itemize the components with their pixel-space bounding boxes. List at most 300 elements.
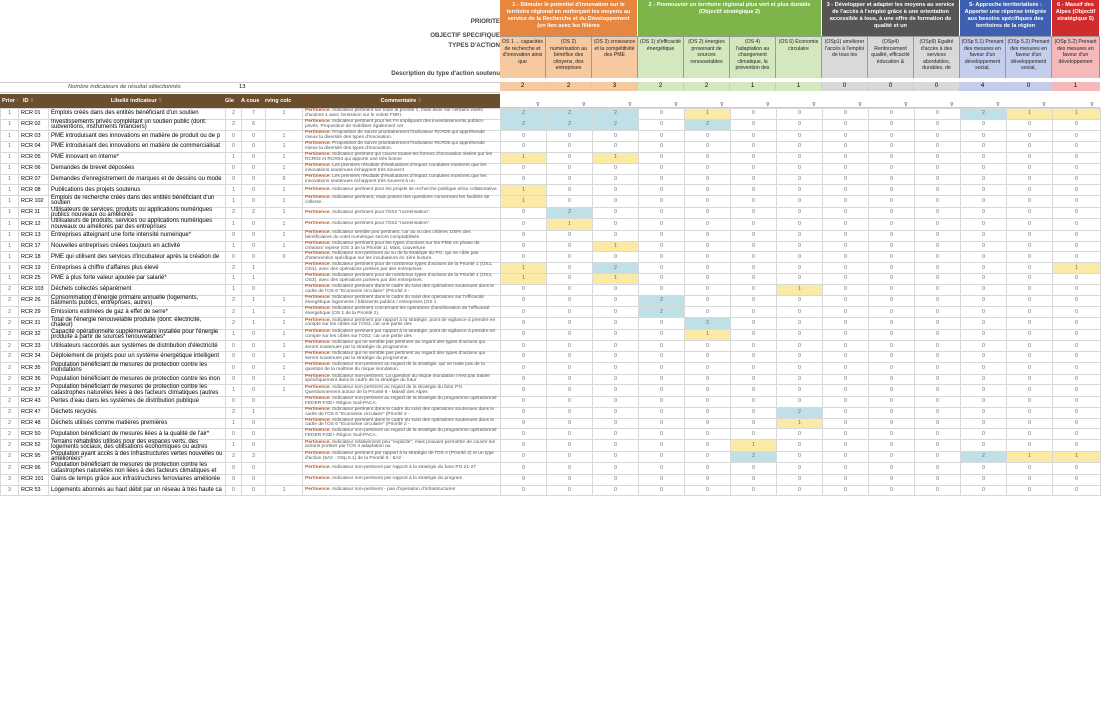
row-value[interactable]: 0 [1053, 163, 1101, 174]
row-value[interactable]: 0 [1053, 329, 1101, 341]
row-value[interactable]: 0 [869, 407, 915, 418]
row-nbcoche[interactable]: 0 [242, 329, 266, 341]
row-value[interactable]: 0 [547, 374, 593, 385]
row-value[interactable]: 0 [915, 362, 961, 374]
row-priority[interactable]: 2 [1, 429, 19, 440]
row-value[interactable]: 0 [1007, 485, 1053, 496]
row-value[interactable]: 0 [1053, 385, 1101, 397]
row-value[interactable]: 0 [777, 307, 823, 318]
row-value[interactable]: 0 [547, 429, 593, 440]
row-gle[interactable]: 1 [226, 329, 242, 341]
row-nbcoche[interactable]: 0 [242, 385, 266, 397]
row-value[interactable]: 0 [593, 374, 639, 385]
row-value[interactable]: 0 [547, 474, 593, 485]
row-value[interactable]: 0 [1053, 341, 1101, 352]
row-value[interactable]: 2 [547, 207, 593, 219]
row-value[interactable]: 0 [777, 153, 823, 164]
row-value[interactable]: 0 [869, 284, 915, 295]
row-value[interactable]: 0 [823, 284, 869, 295]
row-value[interactable]: 0 [961, 196, 1007, 208]
row-value[interactable]: 0 [961, 318, 1007, 330]
row-value[interactable]: 0 [961, 230, 1007, 241]
row-value[interactable]: 0 [1007, 418, 1053, 429]
row-libelle[interactable]: Population bénéficiant de mesures de protection contre les catastrophes naturelles liées à des facteurs climatiques (autres [49, 385, 226, 397]
row-value[interactable]: 0 [869, 341, 915, 352]
row-value[interactable]: 0 [1053, 295, 1101, 307]
row-cols[interactable]: 1 [266, 295, 303, 307]
row-value[interactable]: 0 [639, 352, 685, 363]
row-libelle[interactable]: Terrains réhabilités utilisés pour des espaces verts, des logements sociaux, des utilisations économiques ou autres [49, 440, 226, 452]
row-value[interactable]: 1 [1053, 451, 1101, 463]
row-nbcoche[interactable]: 1 [242, 263, 266, 274]
row-id[interactable]: RCR 34 [19, 352, 49, 363]
row-value[interactable]: 0 [1053, 207, 1101, 219]
row-value[interactable]: 0 [1007, 396, 1053, 407]
row-value[interactable]: 0 [547, 252, 593, 263]
row-value[interactable]: 0 [501, 307, 547, 318]
row-value[interactable]: 0 [961, 219, 1007, 231]
row-value[interactable]: 0 [777, 163, 823, 174]
row-gle[interactable]: 0 [226, 474, 242, 485]
row-value[interactable]: 0 [869, 274, 915, 285]
row-value[interactable]: 0 [501, 362, 547, 374]
row-id[interactable]: RCR 25 [19, 274, 49, 285]
row-value[interactable]: 0 [593, 185, 639, 196]
row-value[interactable]: 0 [547, 153, 593, 164]
row-priority[interactable]: 1 [1, 163, 19, 174]
row-value[interactable]: 0 [639, 185, 685, 196]
row-value[interactable]: 0 [639, 207, 685, 219]
row-value[interactable]: 0 [823, 474, 869, 485]
row-priority[interactable]: 2 [1, 362, 19, 374]
value-filter-icon[interactable]: ⊽ [812, 102, 816, 108]
row-value[interactable]: 0 [731, 429, 777, 440]
row-value[interactable]: 0 [869, 318, 915, 330]
row-libelle[interactable]: Logements abonnés au haut débit par un réseau à très haute ca [49, 485, 226, 496]
row-id[interactable]: RCR 95 [19, 451, 49, 463]
row-value[interactable]: 0 [639, 429, 685, 440]
row-gle[interactable]: 1 [226, 385, 242, 397]
row-value[interactable]: 0 [915, 174, 961, 185]
row-value[interactable]: 0 [547, 241, 593, 252]
row-id[interactable]: RCR 18 [19, 252, 49, 263]
row-priority[interactable]: 1 [1, 230, 19, 241]
row-value[interactable]: 2 [639, 295, 685, 307]
row-value[interactable]: 0 [731, 219, 777, 231]
row-id[interactable]: RCR 17 [19, 241, 49, 252]
row-value[interactable]: 0 [961, 207, 1007, 219]
row-value[interactable]: 0 [869, 396, 915, 407]
row-cols[interactable] [266, 474, 303, 485]
row-commentaire[interactable] [303, 307, 501, 318]
row-value[interactable]: 0 [961, 185, 1007, 196]
row-value[interactable]: 0 [823, 362, 869, 374]
row-commentaire[interactable] [303, 230, 501, 241]
row-value[interactable]: 0 [731, 385, 777, 397]
row-value[interactable]: 0 [961, 341, 1007, 352]
row-value[interactable]: 0 [639, 362, 685, 374]
row-value[interactable]: 0 [823, 153, 869, 164]
row-cols[interactable] [266, 451, 303, 463]
row-value[interactable]: 0 [869, 385, 915, 397]
row-value[interactable]: 0 [777, 463, 823, 475]
row-value[interactable]: 0 [869, 119, 915, 131]
row-nbcoche[interactable]: 0 [242, 463, 266, 475]
row-value[interactable]: 0 [1007, 153, 1053, 164]
row-priority[interactable]: 2 [1, 284, 19, 295]
row-value[interactable]: 0 [961, 407, 1007, 418]
row-value[interactable]: 0 [915, 352, 961, 363]
row-nbcoche[interactable]: 0 [242, 485, 266, 496]
row-value[interactable]: 0 [823, 396, 869, 407]
row-libelle[interactable]: Déchets recyclés [49, 407, 226, 418]
row-gle[interactable]: 2 [226, 263, 242, 274]
row-value[interactable]: 0 [685, 207, 731, 219]
row-value[interactable]: 0 [777, 174, 823, 185]
row-gle[interactable]: 0 [226, 362, 242, 374]
row-value[interactable]: 0 [1007, 142, 1053, 153]
row-value[interactable]: 0 [685, 219, 731, 231]
row-value[interactable]: 0 [593, 485, 639, 496]
row-value[interactable]: 0 [915, 307, 961, 318]
row-value[interactable]: 0 [869, 230, 915, 241]
row-cols[interactable]: 0 [266, 252, 303, 263]
row-value[interactable]: 0 [639, 196, 685, 208]
row-nbcoche[interactable]: 0 [242, 374, 266, 385]
row-cols[interactable]: 1 [266, 230, 303, 241]
row-id[interactable]: RCR 13 [19, 230, 49, 241]
row-value[interactable]: 0 [593, 341, 639, 352]
row-commentaire[interactable] [303, 385, 501, 397]
row-cols[interactable] [266, 263, 303, 274]
row-priority[interactable]: 1 [1, 174, 19, 185]
row-value[interactable]: 0 [961, 352, 1007, 363]
row-value[interactable]: 0 [593, 474, 639, 485]
row-priority[interactable]: 3 [1, 485, 19, 496]
row-value[interactable]: 0 [869, 362, 915, 374]
row-value[interactable]: 0 [1007, 196, 1053, 208]
col-id[interactable]: ID ⊽ [18, 94, 48, 108]
row-value[interactable]: 0 [547, 318, 593, 330]
row-value[interactable]: 0 [961, 362, 1007, 374]
row-libelle[interactable]: Population ayant accès à des infrastructures vertes nouvelles ou améliorées* [49, 451, 226, 463]
row-priority[interactable]: 2 [1, 352, 19, 363]
row-value[interactable]: 0 [961, 374, 1007, 385]
row-gle[interactable]: 0 [226, 131, 242, 142]
row-value[interactable]: 0 [731, 352, 777, 363]
row-value[interactable]: 0 [823, 252, 869, 263]
row-value[interactable]: 0 [639, 318, 685, 330]
row-value[interactable]: 0 [823, 307, 869, 318]
row-value[interactable]: 1 [593, 153, 639, 164]
col-prio[interactable]: Prior [0, 94, 18, 108]
row-value[interactable]: 0 [777, 362, 823, 374]
row-value[interactable]: 0 [547, 295, 593, 307]
row-cols[interactable]: 1 [266, 219, 303, 231]
row-value[interactable]: 0 [915, 474, 961, 485]
row-value[interactable]: 0 [961, 396, 1007, 407]
row-value[interactable]: 0 [547, 196, 593, 208]
row-value[interactable]: 0 [915, 341, 961, 352]
row-value[interactable]: 0 [1053, 407, 1101, 418]
row-id[interactable]: RCR 01 [19, 109, 49, 120]
row-cols[interactable]: 1 [266, 131, 303, 142]
row-nbcoche[interactable]: 1 [242, 274, 266, 285]
row-value[interactable]: 0 [1007, 131, 1053, 142]
row-value[interactable]: 0 [961, 153, 1007, 164]
row-value[interactable]: 0 [593, 196, 639, 208]
row-value[interactable]: 0 [593, 207, 639, 219]
row-value[interactable]: 0 [547, 418, 593, 429]
row-value[interactable]: 0 [823, 109, 869, 120]
value-filter-icon[interactable]: ⊽ [996, 102, 1000, 108]
row-value[interactable]: 0 [869, 241, 915, 252]
row-value[interactable]: 0 [731, 396, 777, 407]
row-value[interactable]: 0 [731, 474, 777, 485]
row-value[interactable]: 1 [547, 219, 593, 231]
row-priority[interactable]: 2 [1, 329, 19, 341]
row-value[interactable]: 2 [547, 119, 593, 131]
row-value[interactable]: 0 [869, 263, 915, 274]
row-value[interactable]: 0 [685, 385, 731, 397]
row-value[interactable]: 1 [777, 418, 823, 429]
row-value[interactable]: 0 [685, 418, 731, 429]
row-value[interactable]: 0 [869, 329, 915, 341]
row-libelle[interactable]: Nouvelles entreprises créées toujours en activité [49, 241, 226, 252]
row-value[interactable]: 0 [731, 241, 777, 252]
row-gle[interactable]: 2 [226, 307, 242, 318]
row-gle[interactable]: 2 [226, 109, 242, 120]
row-value[interactable]: 0 [547, 284, 593, 295]
row-value[interactable]: 0 [961, 295, 1007, 307]
row-value[interactable]: 0 [915, 230, 961, 241]
row-value[interactable]: 0 [869, 142, 915, 153]
row-value[interactable]: 0 [547, 307, 593, 318]
row-value[interactable]: 0 [685, 295, 731, 307]
row-value[interactable]: 0 [547, 451, 593, 463]
row-value[interactable]: 1 [593, 274, 639, 285]
row-value[interactable]: 0 [1053, 429, 1101, 440]
row-id[interactable]: RCR 32 [19, 329, 49, 341]
row-value[interactable]: 1 [685, 109, 731, 120]
row-commentaire[interactable] [303, 196, 501, 208]
row-value[interactable]: 0 [1007, 263, 1053, 274]
row-value[interactable]: 0 [915, 207, 961, 219]
row-value[interactable]: 0 [1007, 440, 1053, 452]
row-value[interactable]: 0 [501, 385, 547, 397]
row-value[interactable]: 0 [639, 252, 685, 263]
row-value[interactable]: 1 [1053, 109, 1101, 120]
row-priority[interactable]: 2 [1, 295, 19, 307]
row-id[interactable]: RCR 07 [19, 174, 49, 185]
row-value[interactable]: 0 [501, 252, 547, 263]
row-gle[interactable]: 2 [226, 318, 242, 330]
row-value[interactable]: 0 [1053, 219, 1101, 231]
row-libelle[interactable]: Capacité opérationnelle supplémentaire installée pour l'énergie produite à partir de sources renouvelables* [49, 329, 226, 341]
row-value[interactable]: 0 [823, 207, 869, 219]
row-value[interactable]: 0 [593, 142, 639, 153]
row-value[interactable]: 0 [639, 219, 685, 231]
row-value[interactable]: 0 [777, 263, 823, 274]
row-value[interactable]: 0 [915, 163, 961, 174]
row-value[interactable]: 0 [639, 263, 685, 274]
row-value[interactable]: 0 [1007, 219, 1053, 231]
row-value[interactable]: 0 [1053, 284, 1101, 295]
row-value[interactable]: 0 [593, 318, 639, 330]
row-libelle[interactable]: Utilisateurs de services, produits ou applications numériques publics nouveaux ou améliorés [49, 207, 226, 219]
row-libelle[interactable]: Entreprises à chiffre d'affaires plus élevé [49, 263, 226, 274]
row-id[interactable]: RCR 26 [19, 295, 49, 307]
row-priority[interactable]: 1 [1, 119, 19, 131]
row-gle[interactable]: 1 [226, 440, 242, 452]
row-value[interactable]: 0 [823, 463, 869, 475]
row-value[interactable]: 2 [685, 318, 731, 330]
row-value[interactable]: 2 [961, 109, 1007, 120]
value-filter-icon[interactable]: ⊽ [582, 102, 586, 108]
row-value[interactable]: 0 [777, 295, 823, 307]
row-value[interactable]: 0 [639, 463, 685, 475]
row-priority[interactable]: 1 [1, 207, 19, 219]
row-value[interactable]: 0 [777, 109, 823, 120]
row-cols[interactable] [266, 440, 303, 452]
row-commentaire[interactable] [303, 185, 501, 196]
row-gle[interactable]: 0 [226, 485, 242, 496]
row-value[interactable]: 0 [547, 131, 593, 142]
row-value[interactable]: 0 [777, 274, 823, 285]
row-commentaire[interactable] [303, 474, 501, 485]
row-id[interactable]: RCR 53 [19, 485, 49, 496]
row-value[interactable]: 0 [639, 119, 685, 131]
row-value[interactable]: 0 [731, 230, 777, 241]
row-value[interactable]: 0 [915, 418, 961, 429]
row-cols[interactable]: 1 [266, 341, 303, 352]
row-value[interactable]: 0 [731, 163, 777, 174]
row-value[interactable]: 0 [685, 396, 731, 407]
row-gle[interactable]: 0 [226, 463, 242, 475]
row-value[interactable]: 0 [501, 396, 547, 407]
row-value[interactable]: 0 [685, 284, 731, 295]
row-id[interactable]: RCR 102 [19, 196, 49, 208]
row-value[interactable]: 0 [639, 142, 685, 153]
row-value[interactable]: 0 [593, 418, 639, 429]
row-gle[interactable]: 0 [226, 252, 242, 263]
row-libelle[interactable]: Population bénéficiant de mesures liées à la qualité de l'air* [49, 429, 226, 440]
row-value[interactable]: 0 [501, 407, 547, 418]
row-libelle[interactable]: Demandes d'enregistrement de marques et de dessins ou mode [49, 174, 226, 185]
row-value[interactable]: 0 [731, 109, 777, 120]
row-cols[interactable] [266, 284, 303, 295]
row-value[interactable]: 0 [1053, 196, 1101, 208]
row-value[interactable]: 0 [501, 329, 547, 341]
row-value[interactable]: 0 [1053, 230, 1101, 241]
row-value[interactable]: 2 [593, 119, 639, 131]
row-nbcoche[interactable]: 0 [242, 163, 266, 174]
row-value[interactable]: 0 [1007, 362, 1053, 374]
row-value[interactable]: 1 [501, 263, 547, 274]
row-value[interactable]: 0 [639, 451, 685, 463]
row-value[interactable]: 1 [501, 274, 547, 285]
row-priority[interactable]: 2 [1, 341, 19, 352]
row-gle[interactable]: 1 [226, 418, 242, 429]
row-commentaire[interactable] [303, 153, 501, 164]
row-gle[interactable]: 2 [226, 119, 242, 131]
row-value[interactable]: 0 [593, 295, 639, 307]
row-value[interactable]: 0 [869, 374, 915, 385]
row-value[interactable]: 0 [1007, 252, 1053, 263]
row-id[interactable]: RCR 31 [19, 318, 49, 330]
row-value[interactable]: 0 [823, 263, 869, 274]
row-id[interactable]: RCR 36 [19, 374, 49, 385]
row-priority[interactable]: 1 [1, 185, 19, 196]
row-value[interactable]: 0 [869, 451, 915, 463]
row-priority[interactable]: 1 [1, 241, 19, 252]
row-value[interactable]: 0 [685, 474, 731, 485]
row-value[interactable]: 0 [915, 295, 961, 307]
row-priority[interactable]: 2 [1, 396, 19, 407]
row-priority[interactable]: 1 [1, 131, 19, 142]
row-value[interactable]: 0 [823, 185, 869, 196]
row-value[interactable]: 0 [501, 374, 547, 385]
row-value[interactable]: 0 [731, 119, 777, 131]
row-value[interactable]: 0 [685, 362, 731, 374]
row-value[interactable]: 0 [1007, 329, 1053, 341]
row-value[interactable]: 0 [685, 230, 731, 241]
row-value[interactable]: 2 [961, 451, 1007, 463]
row-value[interactable]: 0 [777, 474, 823, 485]
row-id[interactable]: RCR 02 [19, 119, 49, 131]
row-nbcoche[interactable]: 1 [242, 307, 266, 318]
row-value[interactable]: 0 [1007, 119, 1053, 131]
row-value[interactable]: 0 [823, 241, 869, 252]
row-cols[interactable] [266, 119, 303, 131]
row-commentaire[interactable] [303, 407, 501, 418]
row-priority[interactable]: 1 [1, 252, 19, 263]
row-value[interactable]: 0 [777, 219, 823, 231]
row-value[interactable]: 0 [685, 131, 731, 142]
row-libelle[interactable]: Déchets collectés séparément [49, 284, 226, 295]
row-value[interactable]: 0 [685, 153, 731, 164]
row-value[interactable]: 0 [777, 142, 823, 153]
row-value[interactable]: 0 [869, 418, 915, 429]
row-gle[interactable]: 0 [226, 374, 242, 385]
row-value[interactable]: 0 [869, 185, 915, 196]
row-cols[interactable]: 1 [266, 485, 303, 496]
row-value[interactable]: 0 [961, 385, 1007, 397]
row-value[interactable]: 0 [961, 418, 1007, 429]
row-value[interactable]: 0 [685, 307, 731, 318]
row-value[interactable]: 0 [639, 174, 685, 185]
row-value[interactable]: 0 [869, 174, 915, 185]
row-cols[interactable]: 1 [266, 163, 303, 174]
col-gle[interactable]: Gle [225, 94, 241, 108]
row-libelle[interactable]: Total de l'énergie renouvelable produite (dont: électricité, chaleur) [49, 318, 226, 330]
row-value[interactable]: 1 [777, 284, 823, 295]
row-nbcoche[interactable]: 0 [242, 396, 266, 407]
row-value[interactable]: 0 [639, 241, 685, 252]
row-value[interactable]: 0 [777, 207, 823, 219]
row-value[interactable]: 0 [823, 230, 869, 241]
row-value[interactable]: 0 [915, 440, 961, 452]
row-value[interactable]: 0 [823, 440, 869, 452]
row-value[interactable]: 0 [593, 230, 639, 241]
row-value[interactable]: 0 [823, 219, 869, 231]
row-value[interactable]: 0 [1007, 307, 1053, 318]
row-nbcoche[interactable]: 0 [242, 219, 266, 231]
row-value[interactable]: 0 [915, 318, 961, 330]
row-value[interactable]: 0 [593, 362, 639, 374]
row-nbcoche[interactable]: 0 [242, 142, 266, 153]
row-value[interactable]: 0 [777, 485, 823, 496]
